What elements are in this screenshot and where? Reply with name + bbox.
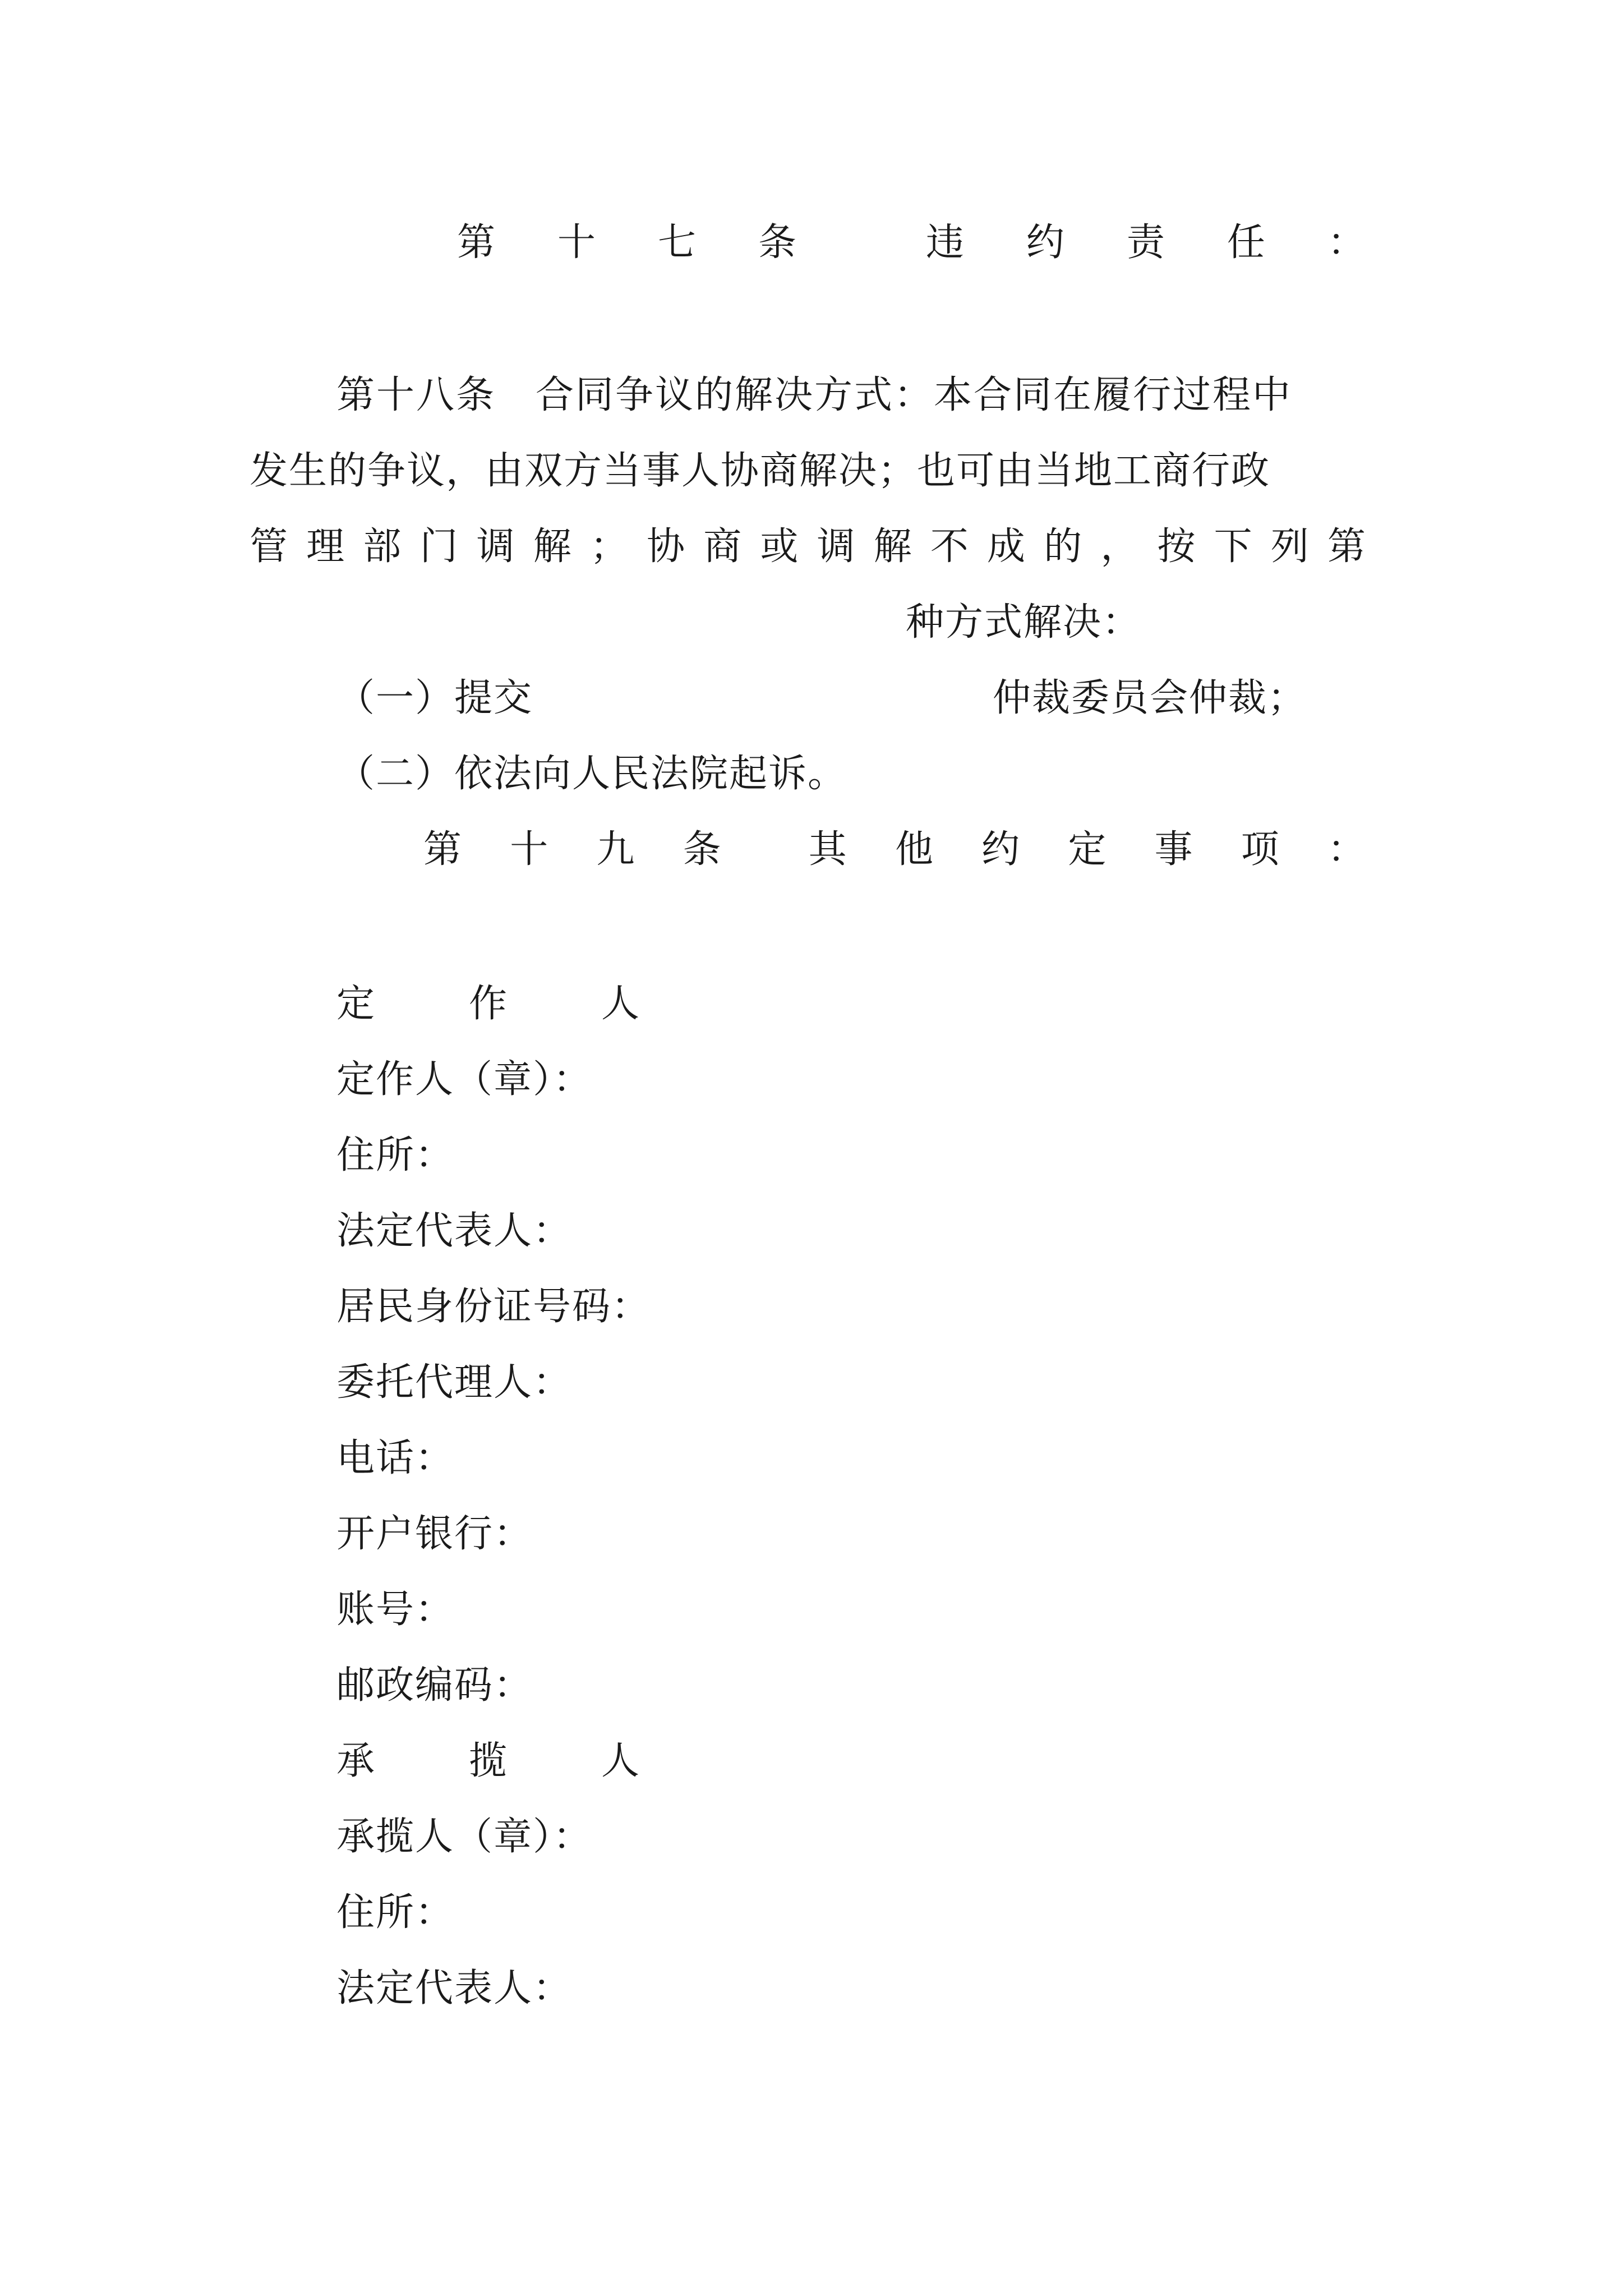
party-a-heading-char: 人 [601,982,639,1026]
article-18-char: 管 [250,524,288,569]
article-18-char: ， [1100,524,1139,569]
article-18-char: 或 [760,524,799,569]
party-a-legal-rep-field: 法定代表人： [336,1209,573,1253]
article-17-char: 十 [557,220,596,265]
party-b-seal-field: 承揽人（章）： [336,1815,593,1859]
article-19-char: 十 [510,827,548,872]
article-18-char: 调 [817,524,855,569]
article-19-char: 定 [1068,827,1106,872]
article-19-char: 约 [981,827,1020,872]
article-17-char: 约 [1026,220,1064,265]
party-b-legal-rep-field: 法定代表人： [336,1966,573,2010]
article-18-char: 调 [476,524,515,569]
article-18-line-4: 种方式解决： [906,600,1142,645]
article-19-char: 九 [596,827,635,872]
party-b-heading-char: 人 [601,1739,639,1783]
party-a-phone-field: 电话： [336,1436,455,1480]
article-17-char: ： [1327,220,1366,265]
article-18-line-3 [250,524,1366,569]
article-18-char: 解 [873,524,912,569]
arbitration-option-prefix: （一）提交 [336,676,533,720]
article-17-heading [457,220,1366,265]
article-17-char: 违 [925,220,964,265]
article-18-char: 下 [1214,524,1252,569]
article-17-char: 第 [457,220,496,265]
party-b-heading [336,1739,639,1784]
party-b-heading-char: 揽 [468,1739,507,1783]
party-a-heading-char: 定 [336,982,375,1026]
article-18-line-1: 第十八条 合同争议的解决方式：本合同在履行过程中 [336,373,1293,417]
article-18-char: 成 [987,524,1026,569]
arbitration-option-suffix: 仲裁委员会仲裁； [993,676,1307,720]
party-b-address-field: 住所： [336,1890,455,1935]
article-19-heading [423,827,1366,872]
article-19-char: 其 [808,827,847,872]
party-a-seal-field: 定作人（章）： [336,1057,593,1102]
article-18-char: 部 [363,524,402,569]
article-18-char: 列 [1270,524,1309,569]
article-18-char: 理 [306,524,345,569]
party-a-address-field: 住所： [336,1133,455,1177]
article-19-char: 他 [895,827,933,872]
article-18-char: 第 [1327,524,1366,569]
article-19-char: ： [1327,827,1366,872]
article-18-line-2: 发生的争议，由双方当事人协商解决；也可由当地工商行政 [250,449,1271,493]
litigation-option: （二）依法向人民法院起诉。 [336,752,847,796]
article-17-char: 条 [758,220,796,265]
article-18-char: 商 [703,524,742,569]
party-a-account-field: 账号： [336,1588,455,1632]
article-17-char: 七 [657,220,696,265]
party-a-postcode-field: 邮政编码： [336,1663,533,1708]
article-18-char: 门 [419,524,458,569]
article-18-char: 协 [647,524,685,569]
article-18-char: 不 [930,524,969,569]
article-19-char: 事 [1154,827,1193,872]
party-a-bank-field: 开户银行： [336,1512,533,1556]
article-19-char: 条 [683,827,721,872]
article-19-char: 项 [1241,827,1279,872]
article-18-char: ； [589,524,628,569]
party-a-heading [336,982,639,1027]
article-17-char: 责 [1126,220,1165,265]
article-18-char: 的 [1044,524,1082,569]
party-a-id-number-field: 居民身份证号码： [336,1285,651,1329]
party-a-agent-field: 委托代理人： [336,1360,573,1405]
article-18-char: 解 [533,524,571,569]
article-17-char: 任 [1227,220,1265,265]
article-19-char: 第 [423,827,462,872]
party-b-heading-char: 承 [336,1739,375,1783]
party-a-heading-char: 作 [468,982,507,1026]
article-18-char: 按 [1157,524,1196,569]
